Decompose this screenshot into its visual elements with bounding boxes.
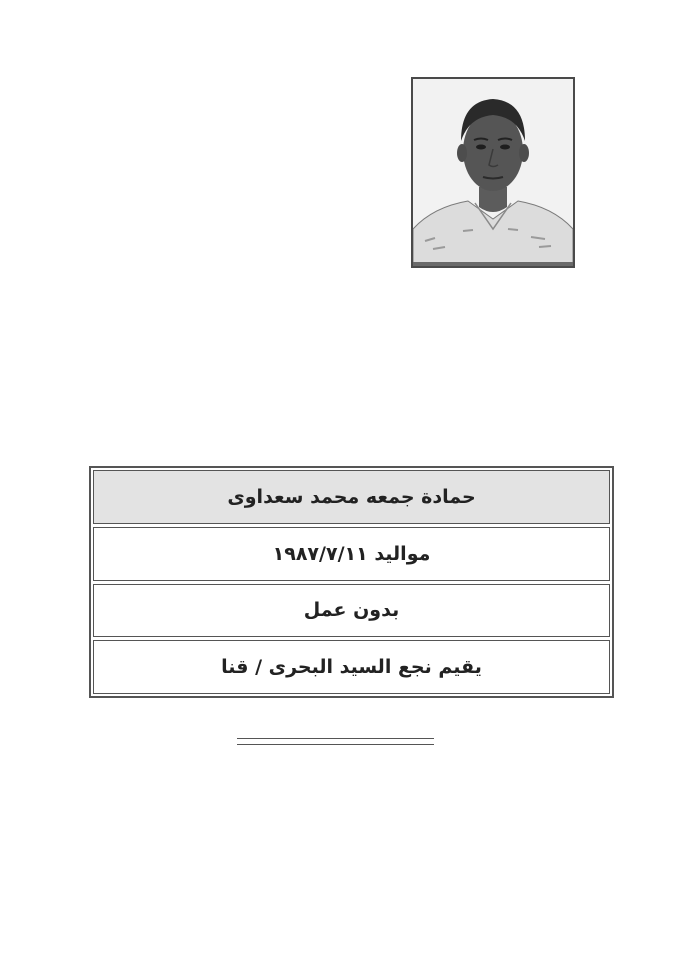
occupation-text: بدون عمل <box>303 599 400 622</box>
birth-text: مواليد ١٩٨٧/٧/١١ <box>272 542 431 565</box>
name-row <box>93 470 610 524</box>
portrait-photo <box>411 77 575 268</box>
info-table <box>89 466 614 698</box>
residence-row <box>93 640 610 694</box>
portrait-image <box>413 79 573 266</box>
birth-row <box>93 527 610 581</box>
residence-text: يقيم نجع السيد البحرى / قنا <box>221 656 482 679</box>
name-text: حمادة جمعه محمد سعداوى <box>227 485 476 508</box>
occupation-row <box>93 584 610 638</box>
double-divider <box>237 738 434 745</box>
